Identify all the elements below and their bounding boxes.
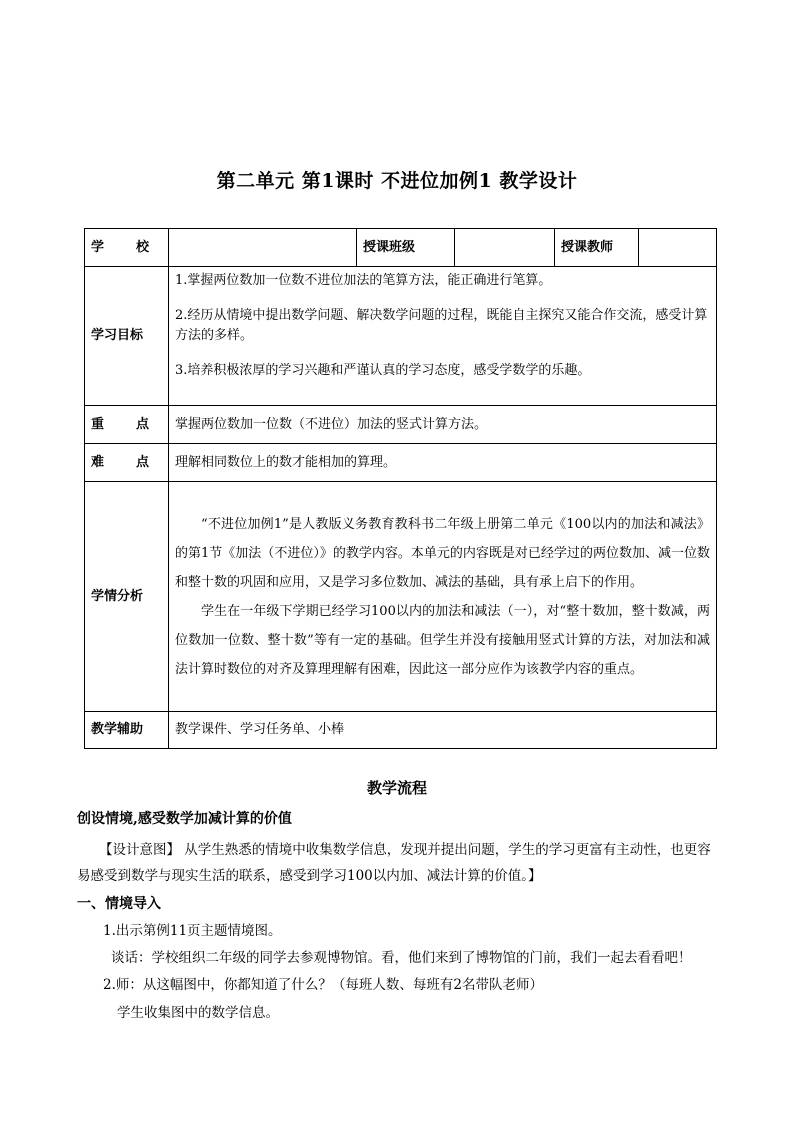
school-label-char-1: 学 bbox=[91, 239, 105, 255]
class-value-cell bbox=[455, 229, 555, 267]
analysis-paragraph: “不进位加例1”是人教版义务教育教科书二年级上册第二单元《100以内的加法和减法》的第1节《加法（不进位）》的教学内容。本单元的内容既是对已经学过的两位数加、减一位数和整十数的巩固和应用，又是学习多位数加、减法的基础，具有承上启下的作用。 bbox=[175, 516, 710, 590]
goals-cell bbox=[169, 267, 717, 406]
goal-item: 1.掌握两位数加一位数不进位加法的笔算方法，能正确进行笔算。 bbox=[175, 273, 552, 288]
analysis-label: 学情分析 bbox=[85, 482, 169, 712]
table-row bbox=[85, 444, 717, 482]
school-value-cell bbox=[169, 229, 357, 267]
aids-text: 教学课件、学习任务单、小棒 bbox=[169, 712, 717, 749]
school-label-cell bbox=[85, 229, 169, 267]
difficulty-label-cell bbox=[85, 444, 169, 482]
table-row bbox=[85, 267, 717, 406]
table-row bbox=[85, 406, 717, 444]
analysis-cell bbox=[169, 482, 717, 712]
difficulty-label bbox=[91, 454, 149, 472]
step2-text: 2.师：从这幅图中，你都知道了什么？（每班人数、每班有2名带队老师） bbox=[103, 977, 543, 993]
design-intent-text: 【设计意图】 从学生熟悉的情境中收集数学信息，发现并提出问题，学生的学习更富有主动性，也更容易感受到数学与现实生活的联系，感受到学习100以内加、减法计算的价值。】 bbox=[77, 842, 711, 884]
teacher-value-cell bbox=[639, 229, 717, 267]
school-label bbox=[91, 239, 149, 257]
part1-title: 一、情境导入 bbox=[77, 896, 161, 912]
key-point-text: 掌握两位数加一位数（不进位）加法的竖式计算方法。 bbox=[169, 406, 717, 444]
key-label-cell bbox=[85, 406, 169, 444]
key-label-char-2: 点 bbox=[135, 416, 149, 432]
table-row bbox=[85, 482, 717, 712]
flow-title: 教学流程 bbox=[366, 779, 427, 797]
analysis-paragraph: 学生在一年级下学期已经学习100以内的加法和减法（一），对“整十数加，整十数减，两位数加一位数、整十数”等有一定的基础。但学生并没有接触用竖式计算的方法，对加法和减法计算时数位的对齐及算理理解有困难，因此这一部分应作为该教学内容的重点。 bbox=[175, 603, 710, 677]
difficulty-label-char-1: 难 bbox=[91, 454, 105, 470]
lesson-info-table bbox=[84, 228, 717, 749]
step1-text: 1.出示第例11页主题情境图。 bbox=[103, 923, 282, 939]
difficulty-label-char-2: 点 bbox=[135, 454, 149, 470]
student-text: 学生收集图中的数学信息。 bbox=[117, 1005, 279, 1021]
goal-item: 2.经历从情境中提出数学问题、解决数学问题的过程，既能自主探究又能合作交流，感受计算方法的多样。 bbox=[175, 308, 708, 344]
school-label-char-2: 校 bbox=[135, 239, 149, 255]
key-label bbox=[91, 416, 149, 434]
table-row bbox=[85, 229, 717, 267]
section-title: 创设情境,感受数学加减计算的价值 bbox=[77, 811, 292, 827]
talk-text: 谈话：学校组织二年级的同学去参观博物馆。看，他们来到了博物馆的门前，我们一起去看看吧！ bbox=[111, 950, 692, 966]
teacher-label: 授课教师 bbox=[555, 229, 639, 267]
page-title: 第二单元 第1课时 不进位加例1 教学设计 bbox=[216, 170, 578, 192]
goal-item: 3.培养积极浓厚的学习兴趣和严谨认真的学习态度，感受学数学的乐趣。 bbox=[175, 363, 591, 379]
goals-label: 学习目标 bbox=[85, 267, 169, 406]
aids-label: 教学辅助 bbox=[85, 712, 169, 749]
difficulty-text: 理解相同数位上的数才能相加的算理。 bbox=[169, 444, 717, 482]
table-row bbox=[85, 712, 717, 749]
class-label: 授课班级 bbox=[357, 229, 455, 267]
key-label-char-1: 重 bbox=[91, 416, 105, 432]
